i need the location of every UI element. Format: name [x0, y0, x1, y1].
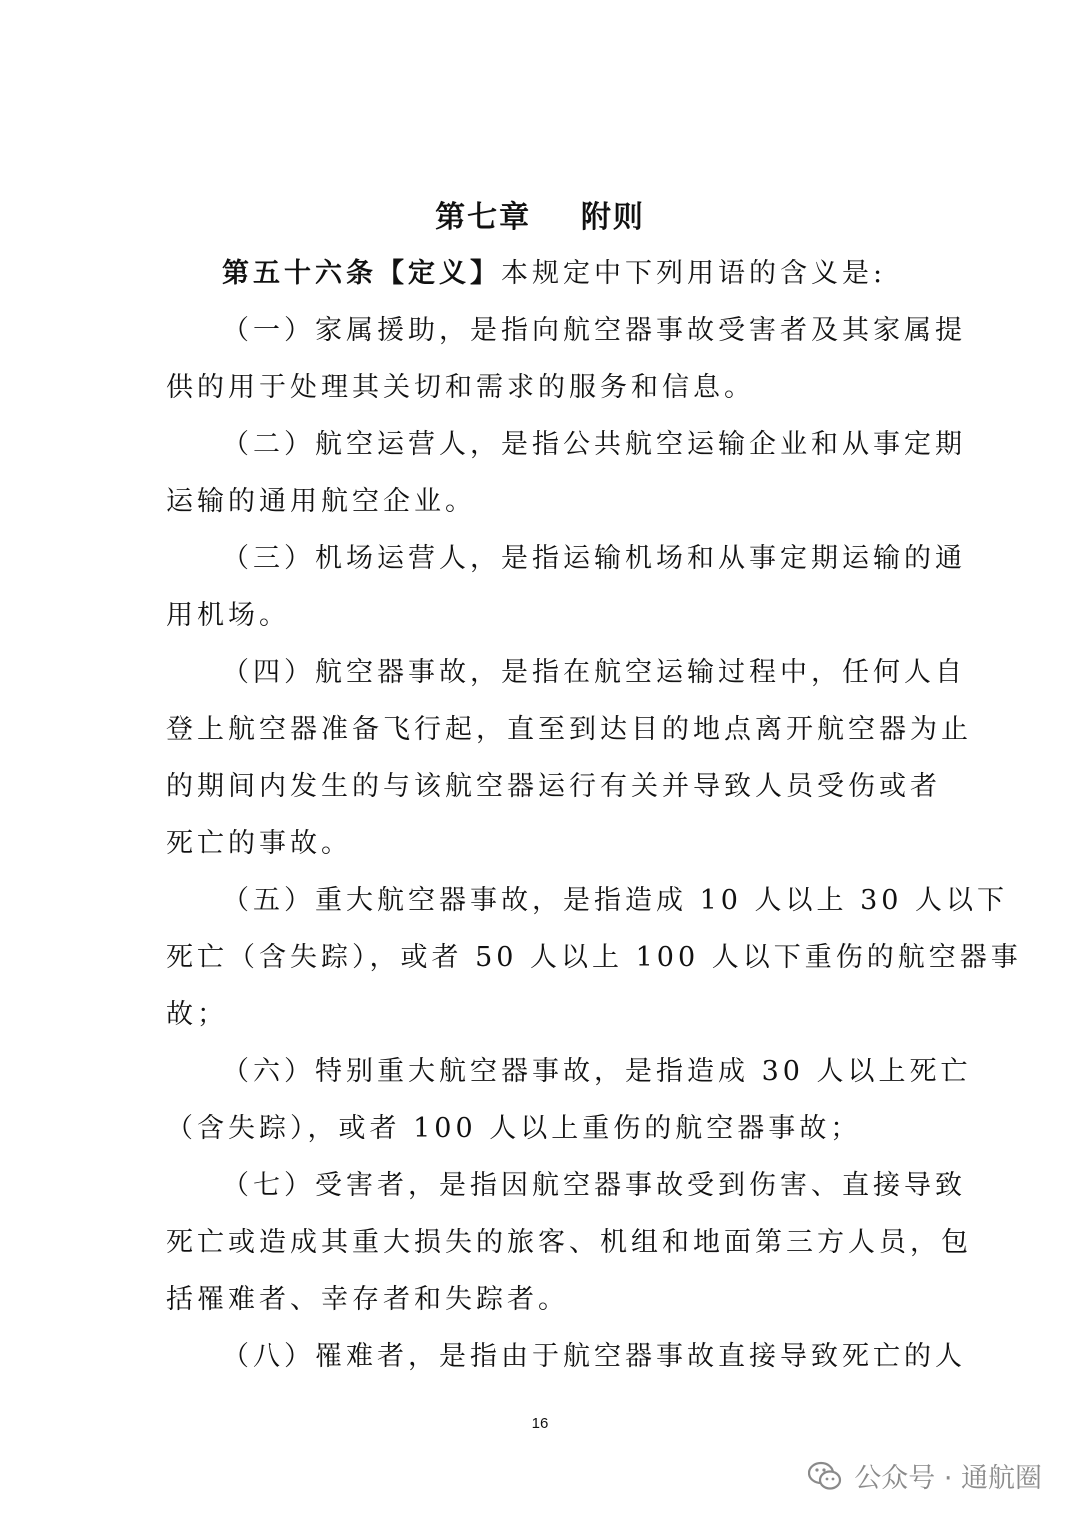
paragraph-line: 故；: [166, 999, 228, 1030]
paragraph-line: （七）受害者，是指因航空器事故受到伤害、直接导致: [222, 1170, 966, 1201]
watermark: [808, 1456, 1042, 1495]
paragraph-line: 死亡的事故。: [166, 828, 352, 859]
article-intro: 本规定中下列用语的含义是:: [501, 258, 887, 289]
paragraph-line: 的期间内发生的与该航空器运行有关并导致人员受伤或者: [166, 771, 941, 802]
watermark-text: 公众号 · 通航圈: [854, 1463, 1042, 1494]
wechat-icon: [808, 1461, 842, 1491]
paragraph-line: （六）特别重大航空器事故，是指造成 30 人以上死亡: [222, 1056, 972, 1087]
article-line: [222, 254, 886, 294]
paragraph-line: 用机场。: [166, 600, 290, 631]
paragraph-line: （二）航空运营人，是指公共航空运输企业和从事定期: [222, 429, 966, 460]
paragraph-line: （含失踪），或者 100 人以上重伤的航空器事故；: [166, 1113, 862, 1144]
paragraph-line: （五）重大航空器事故，是指造成 10 人以上 30 人以下: [222, 885, 1009, 916]
paragraph-line: （三）机场运营人，是指运输机场和从事定期运输的通: [222, 543, 966, 574]
article-heading: 第五十六条【定义】: [222, 258, 501, 289]
paragraph-line: （四）航空器事故，是指在航空运输过程中，任何人自: [222, 657, 966, 688]
page-number: 16: [531, 1415, 549, 1432]
chapter-title: 第七章 附则: [435, 200, 645, 235]
paragraph-line: （八）罹难者，是指由于航空器事故直接导致死亡的人: [222, 1341, 966, 1372]
paragraph-line: 供的用于处理其关切和需求的服务和信息。: [166, 372, 755, 403]
paragraph-line: 死亡或造成其重大损失的旅客、机组和地面第三方人员，包: [166, 1227, 972, 1258]
paragraph-line: 登上航空器准备飞行起，直至到达目的地点离开航空器为止: [166, 714, 972, 745]
paragraph-line: （一）家属援助，是指向航空器事故受害者及其家属提: [222, 315, 966, 346]
paragraph-line: 括罹难者、幸存者和失踪者。: [166, 1284, 569, 1315]
paragraph-line: 死亡（含失踪），或者 50 人以上 100 人以下重伤的航空器事: [166, 942, 1022, 973]
paragraph-line: 运输的通用航空企业。: [166, 486, 476, 517]
